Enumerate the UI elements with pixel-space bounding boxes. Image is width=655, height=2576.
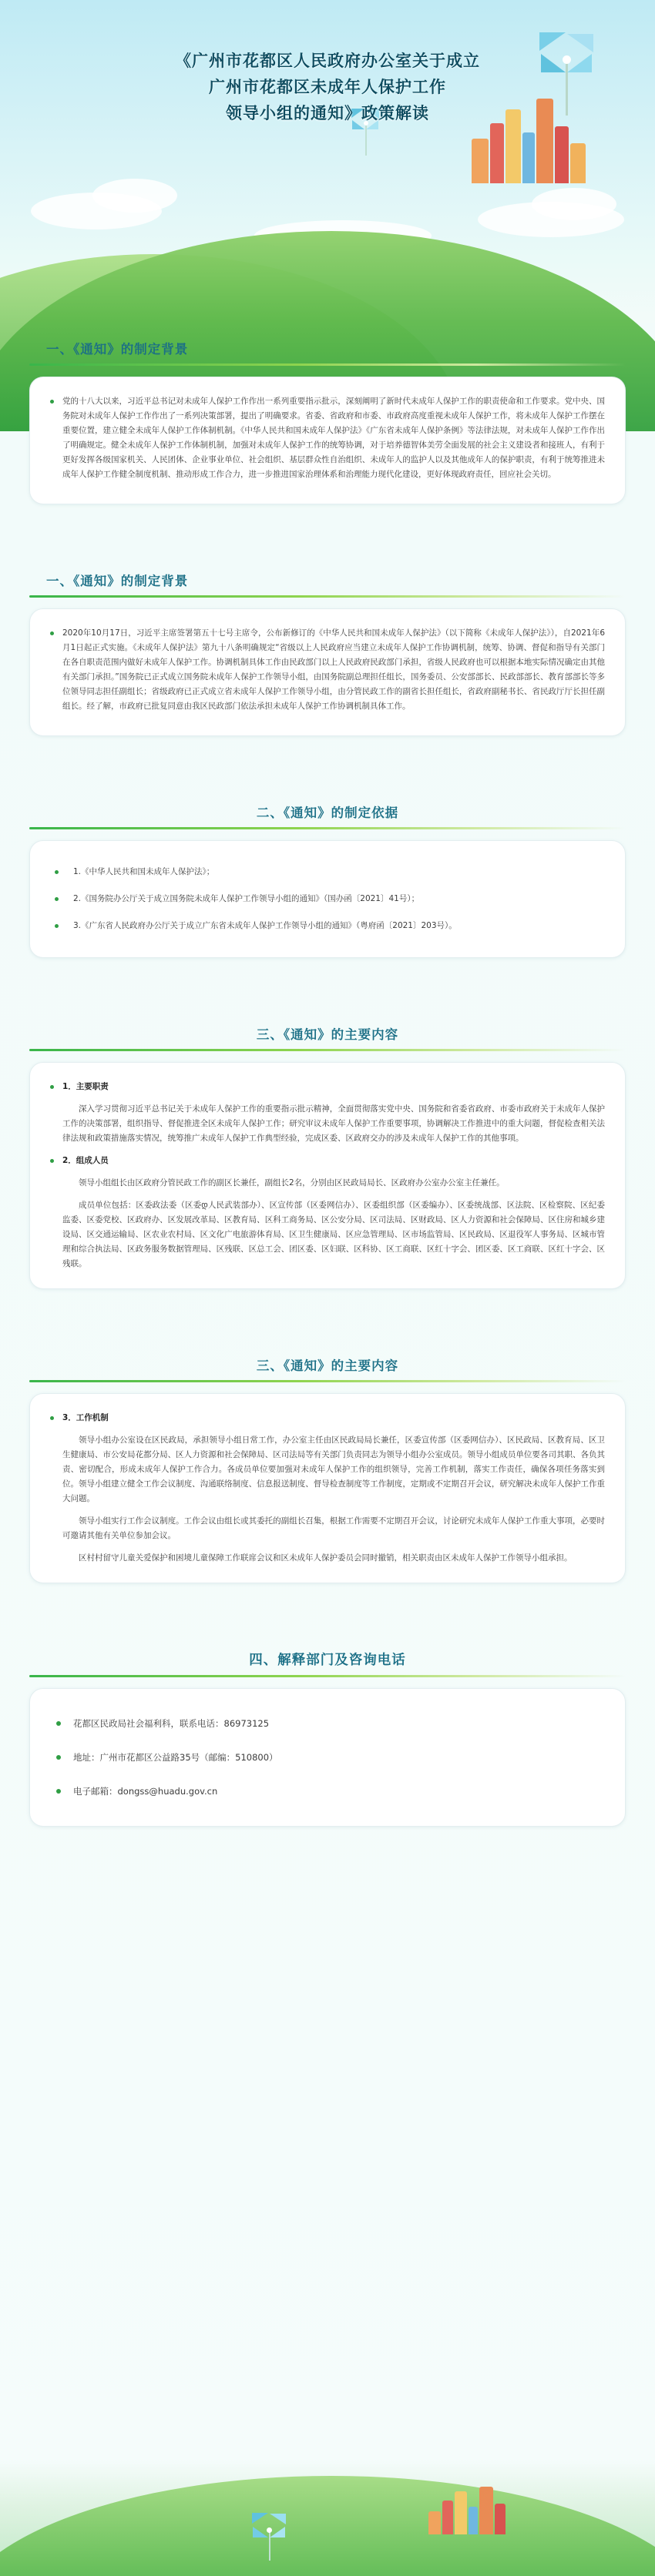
section-divider xyxy=(29,827,626,829)
section-divider xyxy=(29,1675,626,1677)
section-divider xyxy=(29,1380,626,1382)
paragraph: 成员单位包括：区委政法委（区委დ人民武装部办）、区宣传部（区委网信办）、区委组织部（区委编办）、区委统战部、区法院、区检察院、区纪委监委、区委党校、区政府办、区发展改革局、区教育局、区科工商务局、区公安分局、区司法局、区财政局、区人力资源和社会保障局、区住房和城乡建设局、区交通运输局、区农业农村局、区文化广电旅游体育局、区卫生健康局、区应急管理局、区市场监管局、区民政局、区退役军人事务局、区城市管理和综合执法局、区政务服务数据管理局、区残联、区总工会、团区委、区妇联、区科协、区工商联、区红十字会、团区委、区工商联、区红十字会、区残联。 xyxy=(62,1201,605,1268)
section-card xyxy=(29,1393,626,1583)
book-block xyxy=(442,2501,453,2534)
list-item: 1.《中华人民共和国未成年人保护法》； xyxy=(50,864,605,880)
contact-address: 地址：广州市花都区公益路35号（邮编：510800） xyxy=(53,1749,602,1766)
cloud-shape xyxy=(92,179,177,213)
page-title-line-3: 领导小组的通知》政策解读 xyxy=(226,104,429,122)
section-background-part1 xyxy=(29,339,626,504)
page-title-line-2: 广州市花都区未成年人保护工作 xyxy=(209,78,446,96)
page-title-line-1: 《广州市花都区人民政府办公室关于成立 xyxy=(175,52,480,70)
book-block xyxy=(428,2511,441,2534)
book-block xyxy=(472,139,489,183)
section-heading: 四、解释部门及咨询电话 xyxy=(249,1653,406,1668)
footer-book-stack xyxy=(428,2488,521,2534)
page-title xyxy=(0,48,655,126)
book-block xyxy=(495,2504,506,2534)
section-heading: 二、《通知》的制定依据 xyxy=(256,806,399,820)
section-heading: 三、《通知》的主要内容 xyxy=(256,1358,399,1373)
section-card xyxy=(29,1062,626,1289)
cloud-shape xyxy=(532,188,616,220)
section-card xyxy=(29,1688,626,1827)
book-block xyxy=(469,2507,478,2534)
section-heading: 三、《通知》的主要内容 xyxy=(256,1027,399,1042)
section-heading: 一、《通知》的制定背景 xyxy=(46,342,189,357)
list-item: 2.《国务院办公厅关于成立国务院未成年人保护工作领导小组的通知》（国办函〔2021〕41号）； xyxy=(50,891,605,907)
contact-email: 电子邮箱：dongss@huadu.gov.cn xyxy=(53,1783,602,1800)
paragraph: 党的十八大以来，习近平总书记对未成年人保护工作作出一系列重要指示批示，深刻阐明了新时代未成年人保护工作的职责使命和工作要求。党中央、国务院对未成年人保护工作作出了一系列决策部署，提出了明确要求。省委、省政府和市委、市政府高度重视未成年人保护工作，将未成年人保护工作摆在重要位置，建立健全未成年人保护工作体制机制。《中华人民共和国未成年人保护法》《广东省未成年人保护条例》等法律法规，对未成年人保护工作作出了明确规定。健全未成年人保护工作体制机制，加强对未成年人保护工作的统筹协调，对于培养德智体美劳全面发展的社会主义建设者和接班人，有利于更好发挥各级国家机关、人民团体、企业事业单位、社会组织、基层群众性自治组织、未成年人的监护人以及其他成年人的保护职责，有利于统筹推进未成年人保护工作健全制度机制、推动形成工作合力，进一步推进国家治理体系和治理能力现代化建设，更好体现政府责任，回应社会关切。 xyxy=(50,394,605,482)
contact-office: 花都区民政局社会福利科，联系电话：86973125 xyxy=(53,1715,602,1732)
book-block xyxy=(522,132,535,183)
pinwheel-icon xyxy=(248,2510,291,2553)
section-contact xyxy=(29,1650,626,1827)
paragraph: 领导小组组长由区政府分管民政工作的副区长兼任，副组长2名，分别由区民政局局长、区政府办公室办公室主任兼任。 xyxy=(79,1178,505,1188)
book-block xyxy=(490,123,504,183)
content-area xyxy=(0,339,655,1879)
book-block xyxy=(479,2487,493,2534)
subsection-title: 3．工作机制 xyxy=(50,1411,605,1425)
book-block xyxy=(555,126,569,183)
subsection-title: 2．组成人员 xyxy=(50,1154,605,1168)
section-main-content-part2 xyxy=(29,1355,626,1583)
footer-hill xyxy=(0,2476,655,2576)
section-main-content-part1 xyxy=(29,1024,626,1289)
section-divider xyxy=(29,1049,626,1051)
section-card xyxy=(29,377,626,504)
paragraph: 领导小组实行工作会议制度。工作会议由组长或其委托的副组长召集，根据工作需要不定期召开会议，讨论研究未成年人保护工作重大事项，必要时可邀请其他有关单位参加会议。 xyxy=(62,1516,605,1540)
paragraph: 2020年10月17日，习近平主席签署第五十七号主席令，公布新修订的《中华人民共和国未成年人保护法》（以下简称《未成年人保护法》），自2021年6月1日起正式实施。《未成年人保护法》第九十八条明确规定“省级以上人民政府应当建立未成年人保护工作协调机制，统筹、协调、督促和指导有关部门在各自职责范围内做好未成年人保护工作。协调机制具体工作由民政部门以上人民政府民政部门承担，省级人民政府也可以根据本地实际情况确定由其他有关部门承担。”国务院已正式成立国务院未成年人保护工作领导小组，由国务院副总理担任组长，国务委员、公安部部长、民政部部长、教育部部长等多位领导同志担任副组长；省级政府已正式成立省未成年人保护工作领导小组，由分管民政工作的副省长担任组长，省政府副秘书长、省民政厅厅长担任副组长。经了解，市政府已批复同意由我区民政部门依法承担未成年人保护工作协调机制具体工作。 xyxy=(50,626,605,714)
section-background-part2 xyxy=(29,571,626,736)
section-divider xyxy=(29,363,626,366)
book-block xyxy=(570,143,586,183)
section-heading: 一、《通知》的制定背景 xyxy=(46,574,189,588)
section-divider xyxy=(29,595,626,598)
book-block xyxy=(455,2491,467,2534)
list-item: 3.《广东省人民政府办公厅关于成立广东省未成年人保护工作领导小组的通知》（粤府函〔2021〕203号）。 xyxy=(50,918,605,934)
paragraph: 区村村留守儿童关爱保护和困境儿童保障工作联席会议和区未成年人保护委员会同时撤销，相关职责由区未成年人保护工作领导小组承担。 xyxy=(79,1553,573,1563)
section-card xyxy=(29,840,626,958)
paragraph: 领导小组办公室设在区民政局，承担领导小组日常工作，办公室主任由区民政局局长兼任，区委宣传部（区委网信办）、区民政局、区教育局、区卫生健康局、市公安局花都分局、区人力资源和社会保障局、区司法局等有关部门负责同志为领导小组办公室成员。领导小组成员单位要各司其职、各负其责、密切配合，形成未成年人保护工作合力。各成员单位要加强对未成年人保护工作的组织领导，完善工作机制，落实工作责任，确保各项任务落实到位。领导小组建立健全工作会议制度、沟通联络制度、信息报送制度、督导检查制度等工作制度，定期或不定期召开会议，研究解决未成年人保护工作重大问题。 xyxy=(62,1435,605,1503)
subsection-title: 1．主要职责 xyxy=(50,1080,605,1094)
section-card xyxy=(29,608,626,736)
footer-decoration xyxy=(0,2460,655,2576)
section-legal-basis xyxy=(29,802,626,958)
paragraph: 深入学习贯彻习近平总书记关于未成年人保护工作的重要指示批示精神，全面贯彻落实党中央、国务院和省委省政府、市委市政府关于未成年人保护工作的决策部署，组织指导、督促推进全区未成年人保护工作；研究审议未成年人保护工作重要事项，协调解决工作推进中的重大问题，督促检查相关法律法规和政策措施落实情况，统筹推广未成年人保护工作典型经验，完成区委、区政府交办的涉及未成年人保护工作的其他事项。 xyxy=(62,1104,605,1143)
